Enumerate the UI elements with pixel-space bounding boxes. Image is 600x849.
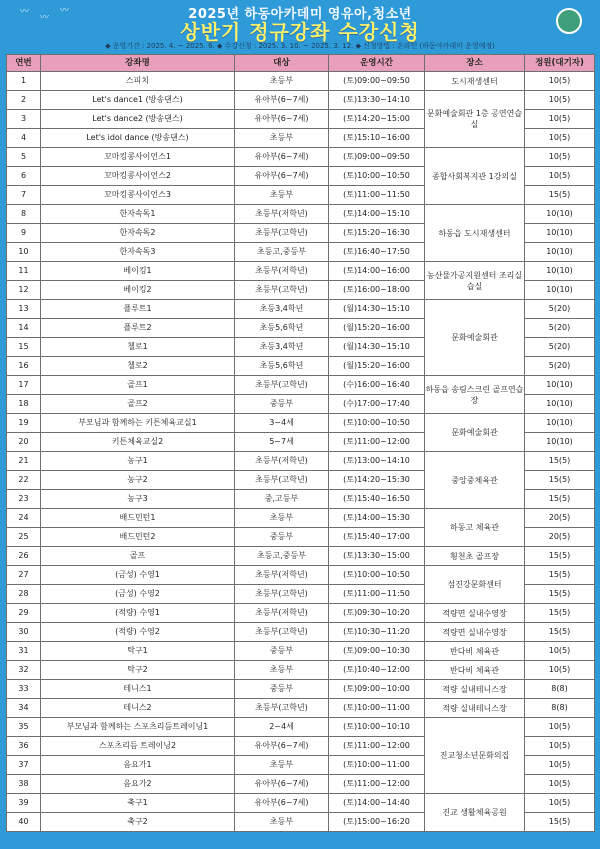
table-row	[7, 566, 595, 585]
course-target: 유아부(6~7세)	[235, 737, 329, 756]
course-capacity: 10(5)	[525, 91, 595, 110]
course-capacity: 10(10)	[525, 433, 595, 452]
course-target: 초등고,중등부	[235, 547, 329, 566]
row-number: 19	[7, 414, 41, 433]
course-name: 농구2	[41, 471, 235, 490]
row-number: 39	[7, 794, 41, 813]
course-time: (토)15:10~16:00	[329, 129, 425, 148]
course-name: 골프2	[41, 395, 235, 414]
bird-icon: 〰	[40, 13, 50, 23]
table-row	[7, 604, 595, 623]
table-row	[7, 718, 595, 737]
course-time: (토)10:00~10:50	[329, 167, 425, 186]
course-place: 농산물가공지원센터 조리실습실	[425, 262, 525, 300]
course-capacity: 15(5)	[525, 623, 595, 642]
row-number: 13	[7, 300, 41, 319]
course-target: 초등3,4학년	[235, 300, 329, 319]
course-name: 부모님과 함께하는 스포츠리듬트레이닝1	[41, 718, 235, 737]
table-row	[7, 680, 595, 699]
course-target: 초등부(고학년)	[235, 585, 329, 604]
course-target: 초등부(고학년)	[235, 699, 329, 718]
course-time: (토)15:40~16:50	[329, 490, 425, 509]
course-name: 음요가2	[41, 775, 235, 794]
bird-icon: 〰	[20, 7, 30, 17]
course-target: 초등부	[235, 129, 329, 148]
course-name: 한자속독3	[41, 243, 235, 262]
table-row	[7, 72, 595, 91]
course-name: 첼로2	[41, 357, 235, 376]
course-target: 초등부	[235, 72, 329, 91]
course-capacity: 15(5)	[525, 547, 595, 566]
course-name: 한자속독1	[41, 205, 235, 224]
row-number: 21	[7, 452, 41, 471]
course-time: (토)10:30~11:20	[329, 623, 425, 642]
row-number: 26	[7, 547, 41, 566]
table-row	[7, 699, 595, 718]
course-place: 진교 생활체육공원	[425, 794, 525, 832]
course-capacity: 5(20)	[525, 357, 595, 376]
course-capacity: 5(20)	[525, 338, 595, 357]
row-number: 40	[7, 813, 41, 832]
course-capacity: 10(5)	[525, 129, 595, 148]
course-target: 중등부	[235, 528, 329, 547]
course-place: 반다비 체육관	[425, 642, 525, 661]
row-number: 11	[7, 262, 41, 281]
course-name: 테니스2	[41, 699, 235, 718]
course-capacity: 5(20)	[525, 319, 595, 338]
course-place: 하동읍 송림스크린 골프연습장	[425, 376, 525, 414]
course-time: (토)16:00~18:00	[329, 281, 425, 300]
course-name: 골프1	[41, 376, 235, 395]
row-number: 34	[7, 699, 41, 718]
course-name: 배드민턴2	[41, 528, 235, 547]
course-time: (토)15:40~17:00	[329, 528, 425, 547]
course-target: 초등3,4학년	[235, 338, 329, 357]
course-target: 중등부	[235, 395, 329, 414]
course-time: (토)09:30~10:20	[329, 604, 425, 623]
course-name: 꼬마킹콩사이언스1	[41, 148, 235, 167]
course-name: (금성) 수영2	[41, 585, 235, 604]
course-time: (토)11:00~11:50	[329, 186, 425, 205]
course-time: (토)10:00~10:50	[329, 566, 425, 585]
course-time: (토)10:00~11:00	[329, 756, 425, 775]
course-time: (토)09:00~10:00	[329, 680, 425, 699]
course-target: 초등부(저학년)	[235, 604, 329, 623]
course-time: (토)14:20~15:30	[329, 471, 425, 490]
course-capacity: 10(10)	[525, 224, 595, 243]
row-number: 2	[7, 91, 41, 110]
course-time: (토)14:00~15:10	[329, 205, 425, 224]
column-header: 정원(대기자)	[525, 55, 595, 72]
table-row	[7, 376, 595, 395]
row-number: 3	[7, 110, 41, 129]
row-number: 6	[7, 167, 41, 186]
row-number: 31	[7, 642, 41, 661]
column-header: 운영시간	[329, 55, 425, 72]
row-number: 1	[7, 72, 41, 91]
course-capacity: 10(10)	[525, 243, 595, 262]
course-capacity: 15(5)	[525, 452, 595, 471]
course-capacity: 10(5)	[525, 756, 595, 775]
course-time: (토)15:00~16:20	[329, 813, 425, 832]
course-target: 초등부	[235, 813, 329, 832]
course-name: 꼬마킹콩사이언스3	[41, 186, 235, 205]
course-capacity: 10(10)	[525, 395, 595, 414]
course-time: (토)15:20~16:30	[329, 224, 425, 243]
table-row	[7, 452, 595, 471]
table-row	[7, 661, 595, 680]
course-name: 키튼체육교실2	[41, 433, 235, 452]
course-target: 초등부(저학년)	[235, 566, 329, 585]
row-number: 14	[7, 319, 41, 338]
course-capacity: 8(8)	[525, 699, 595, 718]
course-time: (토)11:00~11:50	[329, 585, 425, 604]
course-capacity: 15(5)	[525, 186, 595, 205]
course-target: 유아부(6~7세)	[235, 91, 329, 110]
table-row	[7, 148, 595, 167]
course-time: (토)09:00~09:50	[329, 72, 425, 91]
course-name: 베이킹2	[41, 281, 235, 300]
course-capacity: 15(5)	[525, 490, 595, 509]
course-table-wrapper	[6, 54, 594, 832]
course-capacity: 5(20)	[525, 300, 595, 319]
row-number: 30	[7, 623, 41, 642]
course-name: (적량) 수영2	[41, 623, 235, 642]
row-number: 15	[7, 338, 41, 357]
course-target: 초등5,6학년	[235, 319, 329, 338]
row-number: 17	[7, 376, 41, 395]
course-target: 초등부(저학년)	[235, 262, 329, 281]
course-name: 축구2	[41, 813, 235, 832]
course-name: 플루트2	[41, 319, 235, 338]
course-time: (토)11:00~12:00	[329, 433, 425, 452]
row-number: 33	[7, 680, 41, 699]
bird-icon: 〰	[60, 6, 70, 16]
course-capacity: 10(10)	[525, 281, 595, 300]
course-name: 베이킹1	[41, 262, 235, 281]
course-target: 초등부(고학년)	[235, 471, 329, 490]
course-capacity: 10(5)	[525, 718, 595, 737]
course-capacity: 20(5)	[525, 528, 595, 547]
course-place: 종합사회복지관 1강의실	[425, 148, 525, 205]
course-name: (금성) 수영1	[41, 566, 235, 585]
course-place: 문화예술회관	[425, 300, 525, 376]
row-number: 4	[7, 129, 41, 148]
logo-icon	[556, 8, 582, 34]
course-time: (토)14:00~16:00	[329, 262, 425, 281]
course-name: 탁구1	[41, 642, 235, 661]
course-name: 테니스1	[41, 680, 235, 699]
row-number: 23	[7, 490, 41, 509]
course-name: 한자속독2	[41, 224, 235, 243]
course-time: (토)09:00~09:50	[329, 148, 425, 167]
course-time: (월)14:30~15:10	[329, 338, 425, 357]
course-time: (월)15:20~16:00	[329, 319, 425, 338]
course-capacity: 10(5)	[525, 661, 595, 680]
column-header: 연번	[7, 55, 41, 72]
row-number: 12	[7, 281, 41, 300]
table-row	[7, 547, 595, 566]
course-capacity: 15(5)	[525, 813, 595, 832]
course-time: (토)13:30~14:10	[329, 91, 425, 110]
course-capacity: 8(8)	[525, 680, 595, 699]
course-place: 문화예술회관	[425, 414, 525, 452]
course-time: (토)10:00~10:10	[329, 718, 425, 737]
course-target: 5~7세	[235, 433, 329, 452]
course-place: 문화예술회관 1층 공연연습실	[425, 91, 525, 148]
course-capacity: 15(5)	[525, 585, 595, 604]
table-body	[7, 72, 595, 832]
course-capacity: 10(5)	[525, 72, 595, 91]
course-place: 반다비 체육관	[425, 661, 525, 680]
course-name: Let's dance2 (방송댄스)	[41, 110, 235, 129]
course-capacity: 10(5)	[525, 775, 595, 794]
column-header: 장소	[425, 55, 525, 72]
course-time: (토)14:00~15:30	[329, 509, 425, 528]
course-time: (수)17:00~17:40	[329, 395, 425, 414]
title-line1: 2025년 하동아카데미 영유아,청소년	[188, 7, 412, 22]
course-time: (토)09:00~10:30	[329, 642, 425, 661]
table-row	[7, 414, 595, 433]
course-place: 적량 실내테니스장	[425, 699, 525, 718]
course-capacity: 10(5)	[525, 148, 595, 167]
course-name: 부모님과 함께하는 키튼체육교실1	[41, 414, 235, 433]
course-target: 초등부(고학년)	[235, 623, 329, 642]
row-number: 20	[7, 433, 41, 452]
course-place: 하동고 체육관	[425, 509, 525, 547]
course-name: 첼로1	[41, 338, 235, 357]
course-place: 중앙중체육관	[425, 452, 525, 509]
course-target: 3~4세	[235, 414, 329, 433]
course-target: 초등5,6학년	[235, 357, 329, 376]
row-number: 35	[7, 718, 41, 737]
table-row	[7, 623, 595, 642]
row-number: 32	[7, 661, 41, 680]
row-number: 27	[7, 566, 41, 585]
course-capacity: 10(5)	[525, 794, 595, 813]
course-target: 유아부(6~7세)	[235, 167, 329, 186]
course-time: (월)14:30~15:10	[329, 300, 425, 319]
course-place: 섬진강문화센터	[425, 566, 525, 604]
course-place: 진교청소년문화의집	[425, 718, 525, 794]
course-name: (적량) 수영1	[41, 604, 235, 623]
table-row	[7, 642, 595, 661]
course-place: 도시재생센터	[425, 72, 525, 91]
page-title: 상반기 정규강좌 수강신청	[180, 20, 420, 44]
course-target: 2~4세	[235, 718, 329, 737]
table-row	[7, 91, 595, 110]
course-name: 플루트1	[41, 300, 235, 319]
row-number: 36	[7, 737, 41, 756]
course-target: 초등부(저학년)	[235, 452, 329, 471]
course-name: 스피치	[41, 72, 235, 91]
course-place: 하동읍 도시재생센터	[425, 205, 525, 262]
course-capacity: 10(10)	[525, 205, 595, 224]
course-place: 적량면 실내수영장	[425, 604, 525, 623]
course-capacity: 15(5)	[525, 604, 595, 623]
table-row	[7, 205, 595, 224]
row-number: 10	[7, 243, 41, 262]
course-name: Let's dance1 (방송댄스)	[41, 91, 235, 110]
course-time: (토)16:40~17:50	[329, 243, 425, 262]
course-capacity: 15(5)	[525, 471, 595, 490]
course-name: 농구3	[41, 490, 235, 509]
row-number: 28	[7, 585, 41, 604]
table-row	[7, 300, 595, 319]
row-number: 16	[7, 357, 41, 376]
course-target: 초등부	[235, 186, 329, 205]
course-target: 유아부(6~7세)	[235, 148, 329, 167]
course-name: 골프	[41, 547, 235, 566]
course-target: 중등부	[235, 680, 329, 699]
course-target: 유아부(6~7세)	[235, 794, 329, 813]
course-capacity: 10(10)	[525, 376, 595, 395]
course-time: (토)10:00~10:50	[329, 414, 425, 433]
course-target: 중등부	[235, 642, 329, 661]
course-capacity: 10(10)	[525, 414, 595, 433]
course-target: 초등고,중등부	[235, 243, 329, 262]
row-number: 18	[7, 395, 41, 414]
row-number: 8	[7, 205, 41, 224]
course-target: 초등부(고학년)	[235, 376, 329, 395]
course-capacity: 10(5)	[525, 642, 595, 661]
table-row	[7, 509, 595, 528]
course-capacity: 10(5)	[525, 737, 595, 756]
row-number: 38	[7, 775, 41, 794]
course-name: 꼬마킹콩사이언스2	[41, 167, 235, 186]
row-number: 25	[7, 528, 41, 547]
course-target: 초등부	[235, 509, 329, 528]
table-row	[7, 794, 595, 813]
course-place: 적량면 실내수영장	[425, 623, 525, 642]
course-time: (토)11:00~12:00	[329, 737, 425, 756]
course-name: Let's idol dance (방송댄스)	[41, 129, 235, 148]
course-target: 유아부(6~7세)	[235, 775, 329, 794]
course-target: 중,고등부	[235, 490, 329, 509]
course-time: (토)14:20~15:00	[329, 110, 425, 129]
course-time: (토)14:00~14:40	[329, 794, 425, 813]
course-name: 배드민턴1	[41, 509, 235, 528]
course-capacity: 15(5)	[525, 566, 595, 585]
course-target: 유아부(6~7세)	[235, 110, 329, 129]
course-capacity: 20(5)	[525, 509, 595, 528]
row-number: 24	[7, 509, 41, 528]
course-table	[6, 54, 595, 832]
row-number: 37	[7, 756, 41, 775]
table-header-row	[7, 55, 595, 72]
row-number: 5	[7, 148, 41, 167]
course-place: 적량 실내테니스장	[425, 680, 525, 699]
column-header: 강좌명	[41, 55, 235, 72]
row-number: 22	[7, 471, 41, 490]
course-time: (토)10:40~12:00	[329, 661, 425, 680]
course-name: 스포츠리듬 트레이닝2	[41, 737, 235, 756]
course-time: (토)13:30~15:00	[329, 547, 425, 566]
course-name: 탁구2	[41, 661, 235, 680]
row-number: 29	[7, 604, 41, 623]
course-target: 초등부(고학년)	[235, 224, 329, 243]
row-number: 7	[7, 186, 41, 205]
course-capacity: 10(10)	[525, 262, 595, 281]
course-time: (토)11:00~12:00	[329, 775, 425, 794]
row-number: 9	[7, 224, 41, 243]
table-row	[7, 262, 595, 281]
course-name: 농구1	[41, 452, 235, 471]
course-name: 축구1	[41, 794, 235, 813]
course-time: (월)15:20~16:00	[329, 357, 425, 376]
course-time: (토)10:00~11:00	[329, 699, 425, 718]
course-place: 횡천초 골프장	[425, 547, 525, 566]
course-capacity: 10(5)	[525, 110, 595, 129]
column-header: 대상	[235, 55, 329, 72]
course-target: 초등부(고학년)	[235, 281, 329, 300]
course-name: 음요가1	[41, 756, 235, 775]
course-target: 초등부(저학년)	[235, 205, 329, 224]
course-capacity: 10(5)	[525, 167, 595, 186]
info-bar: ◆ 운영기간 : 2025. 4. ~ 2025. 6. ◆ 수강신청 : 2025. 3. 10. ~ 2025. 3. 12. ◆ 신청방법 : 온라인 (하동아카데미 운영예정)	[105, 42, 495, 50]
course-target: 초등부	[235, 756, 329, 775]
course-time: (수)16:00~16:40	[329, 376, 425, 395]
course-time: (토)13:00~14:10	[329, 452, 425, 471]
course-target: 초등부	[235, 661, 329, 680]
